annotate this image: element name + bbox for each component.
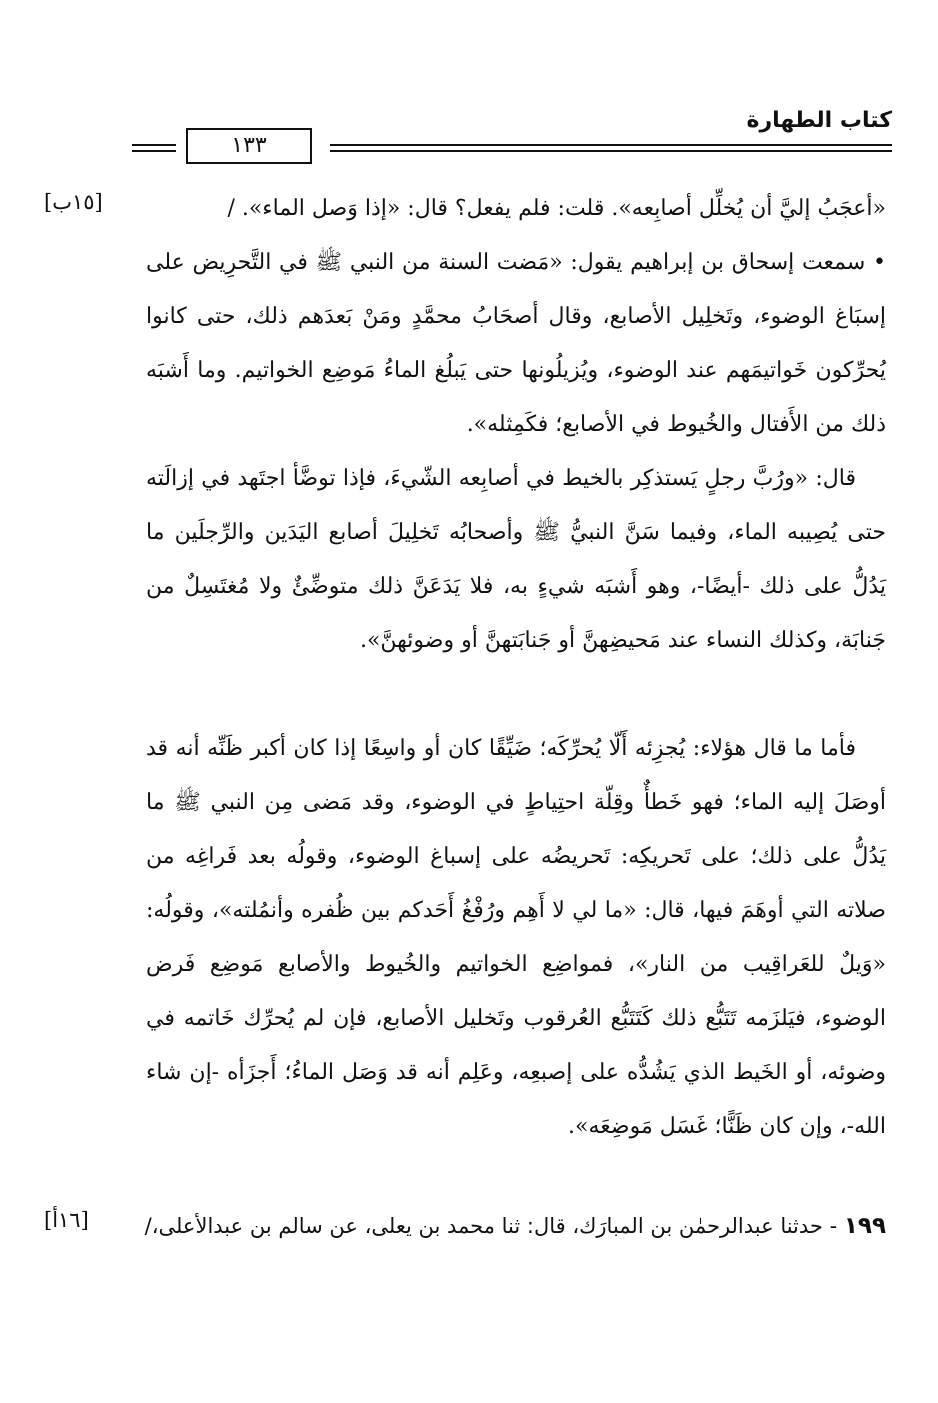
continued-line [146,182,886,236]
page-number: ١٣٣ [186,128,312,164]
margin-folio-ref-bottom: [١٦أ] [44,1208,89,1232]
paragraph-2: قال: «ورُبَّ رجلٍ يَستذكِر بالخيط في أصابِعه الشّيءَ، فإذا توضَّأ اجتَهد في إزالَته حتى يُصِيبه الماء، وفيما سَنَّ النبيُّ ﷺ وأصحابُه تَخلِيلَ أصابع اليَدَين والرِّجلَين ما يَدُلُّ على ذلك -أيضًا-، وهو أَشبَه شيءٍ به، فلا يَدَعَنَّ ذلك متوضِّئٌ ولا مُغتَسِلٌ من جَنابَة، وكذلك النساء عند مَحيضِهنَّ أو جَنابَتهنَّ أو وضوئهنَّ». [146,466,886,653]
paragraph-ishaq [146,236,886,668]
hadith-text: حدثنا عبدالرحمٰن بن المبارَك، قال: ثنا محمد بن يعلى، عن سالم بن عبدالأعلى،/ [144,1214,823,1238]
paragraph-3: فأما ما قال هؤلاء: يُجزِئه أَلّا يُحرِّكَه؛ ضَيِّقًا كان أو واسِعًا إذا كان أكبر ظَنِّه أنه قد أوصَلَ إليه الماء؛ فهو خَطأٌ وقِلّة احتِياطٍ في الوضوء، وقد مَضى مِن النبي ﷺ ما يَدُلُّ على ذلك؛ على تَحريكِه: تَحريضُه على إسباغ الوضوء، وقولُه بعد فَراغِه من صلاته التي أوهَمَ فيها، قال: «ما لي لا أَهِم ورُفْغُ أَحَدكم بين ظُفره وأنمُلته»، وقولُه: «وَيلٌ للعَراقِيب من النار»، فمواضِع الخواتيم والخُيوط والأصابع مَوضِع فَرض الوضوء، فيَلزَمه تَتَبُّع ذلك كَتَتَبُّع العُرقوب وتَخليل الأصابع، فإن لم يُحرِّك خَاتمه في وضوئه، أو الخَيط الذي يَشُدُّه على إصبعِه، وعَلِم أنه قد وَصَل الماءُ؛ أَجزَأه -إن شاء الله-، وإن كان ظَنًّا؛ غَسَل مَوضِعَه». [146,736,886,1139]
text-line-first: «أعجَبُ إليَّ أن يُخلِّل أصابِعه». قلت: فلم يفعل؟ قال: «إذا وَصل الماء». / [227,196,886,221]
paragraph-1: • سمعت إسحاق بن إبراهيم يقول: «مَضت السنة من النبي ﷺ في التَّحرِيض على إسبَاغ الوضوء، وتَخلِيل الأصابع، وقال أصحَابُ محمَّدٍ ومَنْ بَعدَهم ذلك، حتى كانوا يُحرِّكون خَواتيمَهم عند الوضوء، ويُزيلُونها حتى يَبلُغ الماءُ مَوضِع الخواتيم. وما أَشبَه ذلك من الأَفتال والخُيوط في الأصابع؛ فكَمِثله». [146,250,886,437]
paragraph-commentary [146,722,886,1154]
header-rule-short [132,144,176,152]
hadith-number: ١٩٩ [843,1213,886,1239]
header-rule-long [330,144,892,152]
margin-folio-ref-top: [١٥ب] [44,190,103,214]
hadith-dash: - [822,1214,838,1238]
hadith-entry [146,1202,886,1250]
running-header [132,106,892,158]
book-title: كتاب الطهارة [746,108,892,133]
